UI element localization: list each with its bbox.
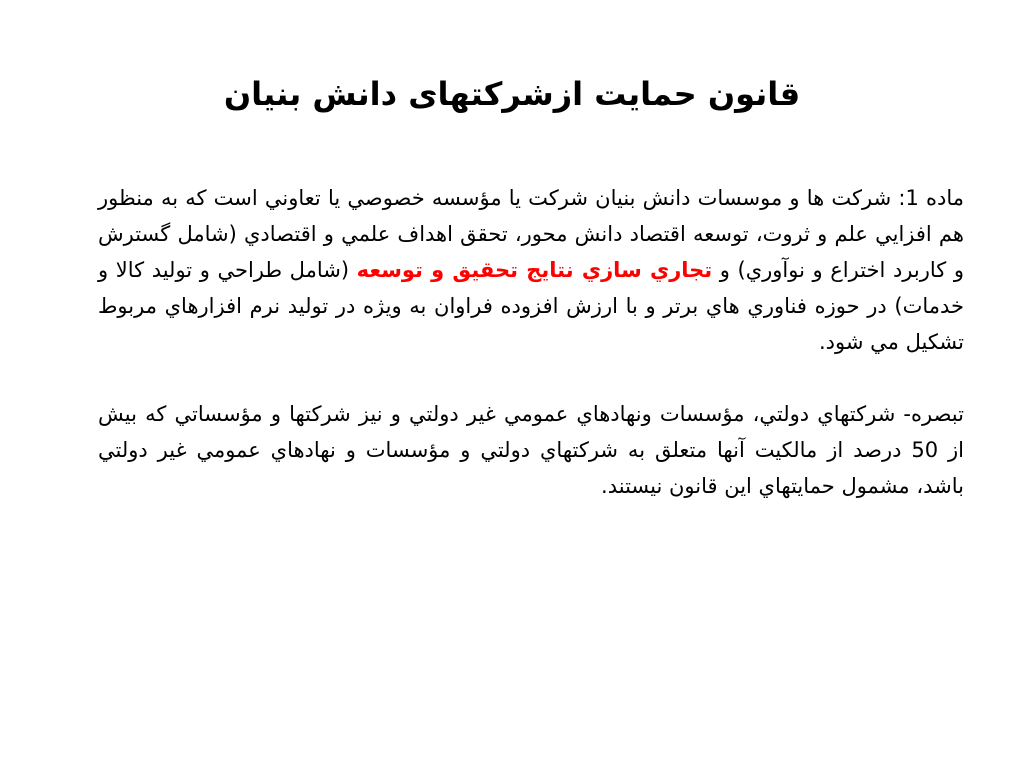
note-paragraph [60, 396, 964, 504]
slide-body [60, 180, 964, 504]
article-1-paragraph [60, 180, 964, 360]
article-1-text-part-2: (شامل طراحي و توليد كالا و خدمات) در حوزه فناوري هاي برتر و با ارزش افزوده فراوان به ويژه در توليد نرم افزارهاي مربوط تشكيل مي شود. [98, 258, 964, 354]
article-1-text-part-1: ماده 1: شركت ها و موسسات دانش بنيان شركت يا مؤسسه خصوصي يا تعاوني است كه به منظور هم افزايي علم و ثروت، توسعه اقتصاد دانش محور، تحقق اهداف علمي و اقتصادي (شامل گسترش و كاربرد اختراع و نوآوري) و [98, 186, 965, 282]
slide-title: قانون حمايت ازشرکتهای دانش بنيان [223, 75, 801, 113]
article-1-highlighted-phrase: تجاري سازي نتايج تحقيق و توسعه [356, 258, 713, 282]
paragraph-spacer [60, 360, 964, 396]
note-text: تبصره- شركتهاي دولتي، مؤسسات ونهادهاي عمومي غير دولتي و نيز شركتها و مؤسساتي كه بيش از 50 درصد از مالكيت آنها متعلق به شركتهاي دولتي و مؤسسات و نهادهاي عمومي غير دولتي باشد، مشمول حمايتهاي اين قانون نيستند. [98, 402, 964, 498]
